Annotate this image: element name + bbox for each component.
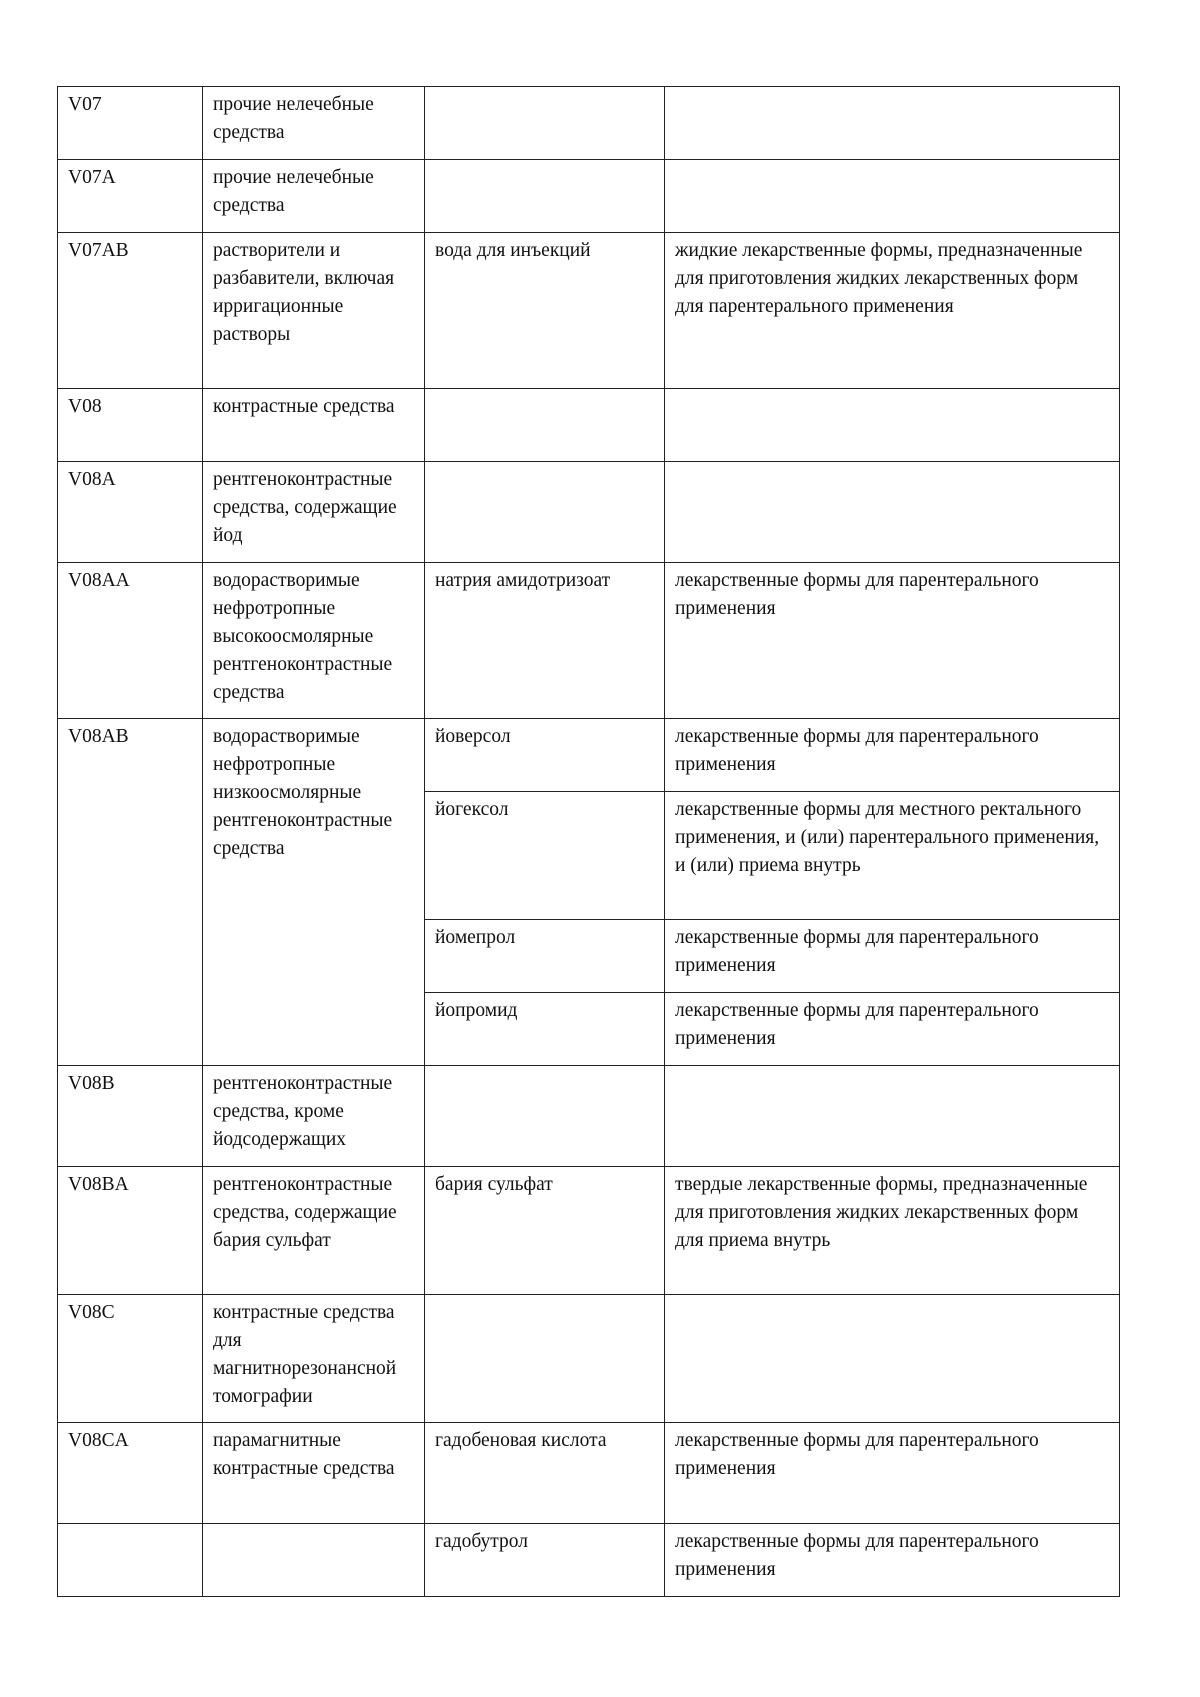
atc-code-cell [58, 1524, 203, 1597]
atc-code: V08C [68, 1302, 115, 1323]
table-row [58, 1295, 1120, 1423]
atc-code: V08A [68, 469, 116, 490]
group-cell [203, 1423, 425, 1524]
atc-code: V08CA [68, 1430, 129, 1451]
atc-code-cell [58, 1423, 203, 1524]
dosage-form-cell [665, 792, 1120, 920]
drug-name: бария сульфат [435, 1174, 553, 1195]
dosage-form: лекарственные формы для местного ректального применения, и (или) парентерального применения, и (или) приема внутрь [675, 799, 1100, 876]
dosage-form: жидкие лекарственные формы, предназначенные для приготовления жидких лекарственных форм для парентерального применения [675, 240, 1083, 317]
table-row [58, 87, 1120, 160]
drug-name: йомепрол [435, 927, 516, 948]
table-row [58, 462, 1120, 563]
group-cell [203, 1295, 425, 1423]
group-cell [203, 233, 425, 389]
group-cell [203, 389, 425, 462]
dosage-form-cell [665, 1423, 1120, 1524]
drug-cell [425, 160, 665, 233]
dosage-form-cell [665, 389, 1120, 462]
atc-code-cell [58, 719, 203, 1066]
atc-code-cell [58, 563, 203, 719]
drug-cell [425, 389, 665, 462]
dosage-form: лекарственные формы для парентерального применения [675, 1000, 1039, 1049]
atc-code-cell [58, 1066, 203, 1167]
dosage-form: лекарственные формы для парентерального применения [675, 726, 1039, 775]
group-name: рентгеноконтрастные средства, содержащие йод [213, 469, 397, 546]
group-cell [203, 1524, 425, 1597]
group-name: растворители и разбавители, включая ирригационные растворы [213, 240, 395, 345]
atc-code: V08AB [68, 726, 129, 747]
group-name: рентгеноконтрастные средства, содержащие бария сульфат [213, 1174, 397, 1251]
drug-cell [425, 993, 665, 1066]
atc-code-cell [58, 233, 203, 389]
drug-name: вода для инъекций [435, 240, 591, 261]
drug-cell [425, 233, 665, 389]
group-cell [203, 1167, 425, 1295]
table-row [58, 160, 1120, 233]
drug-cell [425, 563, 665, 719]
table-row [58, 719, 1120, 792]
drug-cell [425, 1066, 665, 1167]
group-name: рентгеноконтрастные средства, кроме йодсодержащих [213, 1073, 393, 1150]
drug-name: йопромид [435, 1000, 518, 1021]
atc-code: V07A [68, 167, 116, 188]
dosage-form-cell [665, 920, 1120, 993]
group-cell [203, 1066, 425, 1167]
atc-code-cell [58, 389, 203, 462]
group-name: водорастворимые нефротропные высокоосмолярные рентгеноконтрастные средства [213, 570, 393, 703]
table-row [58, 1066, 1120, 1167]
atc-code: V07AB [68, 240, 129, 261]
table-row [58, 563, 1120, 719]
drug-name: йоверсол [435, 726, 511, 747]
drug-cell [425, 87, 665, 160]
drug-cell [425, 1167, 665, 1295]
dosage-form: твердые лекарственные формы, предназначенные для приготовления жидких лекарственных форм для приема внутрь [675, 1174, 1088, 1251]
dosage-form-cell [665, 462, 1120, 563]
table-row [58, 1524, 1120, 1597]
group-name: контрастные средства [213, 396, 395, 417]
drug-cell [425, 920, 665, 993]
group-name: прочие нелечебные средства [213, 167, 374, 216]
dosage-form-cell [665, 719, 1120, 792]
drug-cell [425, 462, 665, 563]
atc-code-cell [58, 462, 203, 563]
drug-cell [425, 792, 665, 920]
dosage-form: лекарственные формы для парентерального применения [675, 1430, 1039, 1479]
drug-name: гадобеновая кислота [435, 1430, 607, 1451]
atc-code: V08AA [68, 570, 130, 591]
dosage-form: лекарственные формы для парентерального применения [675, 1531, 1039, 1580]
dosage-form-cell [665, 1167, 1120, 1295]
table-row [58, 233, 1120, 389]
dosage-form-cell [665, 563, 1120, 719]
group-cell [203, 160, 425, 233]
dosage-form-cell [665, 1524, 1120, 1597]
dosage-form-cell [665, 1295, 1120, 1423]
drug-name: гадобутрол [435, 1531, 528, 1552]
dosage-form-cell [665, 993, 1120, 1066]
drug-classification-table [57, 86, 1120, 1597]
dosage-form: лекарственные формы для парентерального применения [675, 570, 1039, 619]
drug-cell [425, 719, 665, 792]
atc-code: V08BA [68, 1174, 129, 1195]
drug-cell [425, 1423, 665, 1524]
group-cell [203, 563, 425, 719]
group-name: водорастворимые нефротропные низкоосмолярные рентгеноконтрастные средства [213, 726, 393, 859]
group-name: парамагнитные контрастные средства [213, 1430, 395, 1479]
atc-code: V08 [68, 396, 102, 417]
atc-code-cell [58, 87, 203, 160]
dosage-form-cell [665, 160, 1120, 233]
drug-cell [425, 1524, 665, 1597]
table-row [58, 1167, 1120, 1295]
table-row [58, 1423, 1120, 1524]
atc-code-cell [58, 1167, 203, 1295]
dosage-form-cell [665, 233, 1120, 389]
atc-code-cell [58, 160, 203, 233]
group-cell [203, 719, 425, 1066]
dosage-form-cell [665, 87, 1120, 160]
atc-code: V07 [68, 94, 102, 115]
group-name: прочие нелечебные средства [213, 94, 374, 143]
drug-cell [425, 1295, 665, 1423]
drug-name: йогексол [435, 799, 509, 820]
atc-code-cell [58, 1295, 203, 1423]
dosage-form: лекарственные формы для парентерального применения [675, 927, 1039, 976]
drug-name: натрия амидотризоат [435, 570, 611, 591]
group-cell [203, 462, 425, 563]
group-cell [203, 87, 425, 160]
table-row [58, 389, 1120, 462]
atc-code: V08B [68, 1073, 115, 1094]
dosage-form-cell [665, 1066, 1120, 1167]
group-name: контрастные средства для магнитнорезонансной томографии [213, 1302, 397, 1407]
